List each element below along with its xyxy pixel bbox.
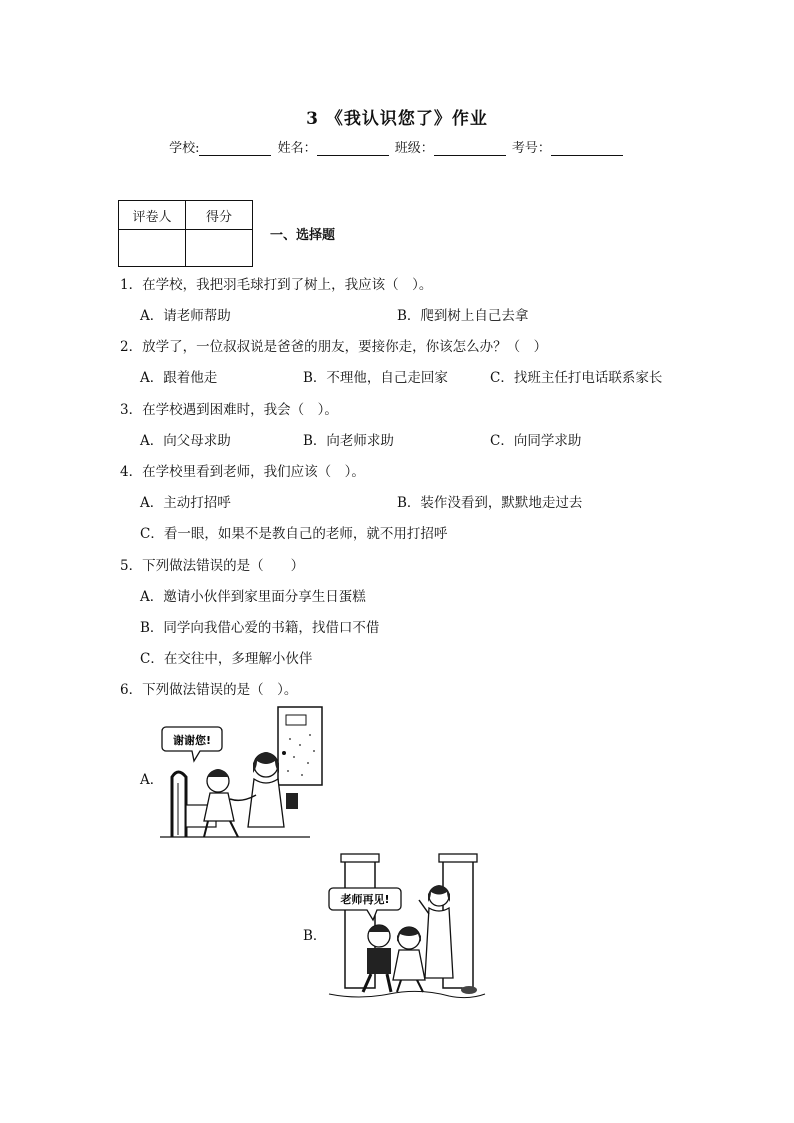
q5-option-a[interactable]: A．邀请小伙伴到家里面分享生日蛋糕: [140, 589, 366, 605]
q6-option-a-label[interactable]: A．: [140, 772, 164, 788]
page-title: 3 《我认识您了》作业: [306, 109, 488, 129]
student-info-line: [0, 137, 794, 156]
score-header: 得分: [186, 201, 253, 230]
q2-option-a[interactable]: A．跟着他走: [140, 370, 218, 386]
bubble-b-text: 老师再见!: [340, 893, 390, 906]
question-5: 5．下列做法错误的是（ ）: [120, 558, 305, 574]
girl-body: [204, 793, 234, 821]
door-knob: [282, 751, 286, 755]
score-cell[interactable]: [186, 230, 253, 267]
q5-option-c[interactable]: C．在交往中，多理解小伙伴: [140, 651, 313, 667]
girl-b-legs: [397, 980, 423, 992]
question-4: 4．在学校里看到老师，我们应该（ ）。: [120, 464, 365, 480]
class-blank[interactable]: [434, 141, 506, 156]
ground-stone: [461, 986, 477, 994]
side-table: [286, 793, 298, 809]
q6-option-b-label[interactable]: B．: [303, 928, 327, 944]
exam-no-label: 考号：: [511, 141, 551, 156]
bed-frame: [172, 772, 186, 837]
grader-header: 评卷人: [119, 201, 186, 230]
grader-cell[interactable]: [119, 230, 186, 267]
q4-option-b[interactable]: B．装作没看到，默默地走过去: [397, 495, 583, 511]
teacher-b-body: [425, 908, 453, 978]
q1-option-a[interactable]: A．请老师帮助: [140, 308, 231, 324]
ground-line: [329, 991, 485, 997]
name-label: 姓名：: [277, 141, 317, 156]
teacher-b-waving-arm: [419, 900, 429, 914]
q2-option-b[interactable]: B．不理他，自己走回家: [303, 370, 448, 386]
question-1: 1．在学校，我把羽毛球打到了树上，我应该（ ）。: [120, 277, 433, 293]
girl-hair: [207, 769, 229, 777]
q3-option-a[interactable]: A．向父母求助: [140, 433, 231, 449]
question-6: 6．下列做法错误的是（ ）。: [120, 682, 298, 698]
name-blank[interactable]: [317, 141, 389, 156]
question-3: 3．在学校遇到困难时，我会（ ）。: [120, 402, 338, 418]
gate-cap-right: [439, 854, 477, 862]
teacher-body: [248, 779, 284, 827]
q4-option-a[interactable]: A．主动打招呼: [140, 495, 231, 511]
q3-option-c[interactable]: C．向同学求助: [490, 433, 582, 449]
school-label: 学校:: [169, 141, 200, 156]
q6-option-a-illustration[interactable]: [160, 705, 325, 845]
q6-option-b-illustration[interactable]: [325, 852, 490, 1002]
boy-body: [367, 948, 391, 974]
q1-option-b[interactable]: B．爬到树上自己去拿: [397, 308, 529, 324]
q4-option-c[interactable]: C．看一眼，如果不是教自己的老师，就不用打招呼: [140, 526, 448, 542]
score-table: [118, 200, 253, 267]
exam-no-blank[interactable]: [551, 141, 623, 156]
question-2: 2．放学了，一位叔叔说是爸爸的朋友，要接你走，你该怎么办？（ ）: [120, 339, 548, 355]
gate-cap-left: [341, 854, 379, 862]
section-heading: 一、选择题: [270, 228, 336, 243]
q2-option-c[interactable]: C．找班主任打电话联系家长: [490, 370, 663, 386]
q3-option-b[interactable]: B．向老师求助: [303, 433, 394, 449]
school-blank[interactable]: [199, 141, 271, 156]
bubble-a-text: 谢谢您!: [172, 734, 212, 747]
class-label: 班级：: [394, 141, 434, 156]
q5-option-b[interactable]: B．同学向我借心爱的书籍，找借口不借: [140, 620, 380, 636]
girl-b-dress: [393, 950, 425, 980]
